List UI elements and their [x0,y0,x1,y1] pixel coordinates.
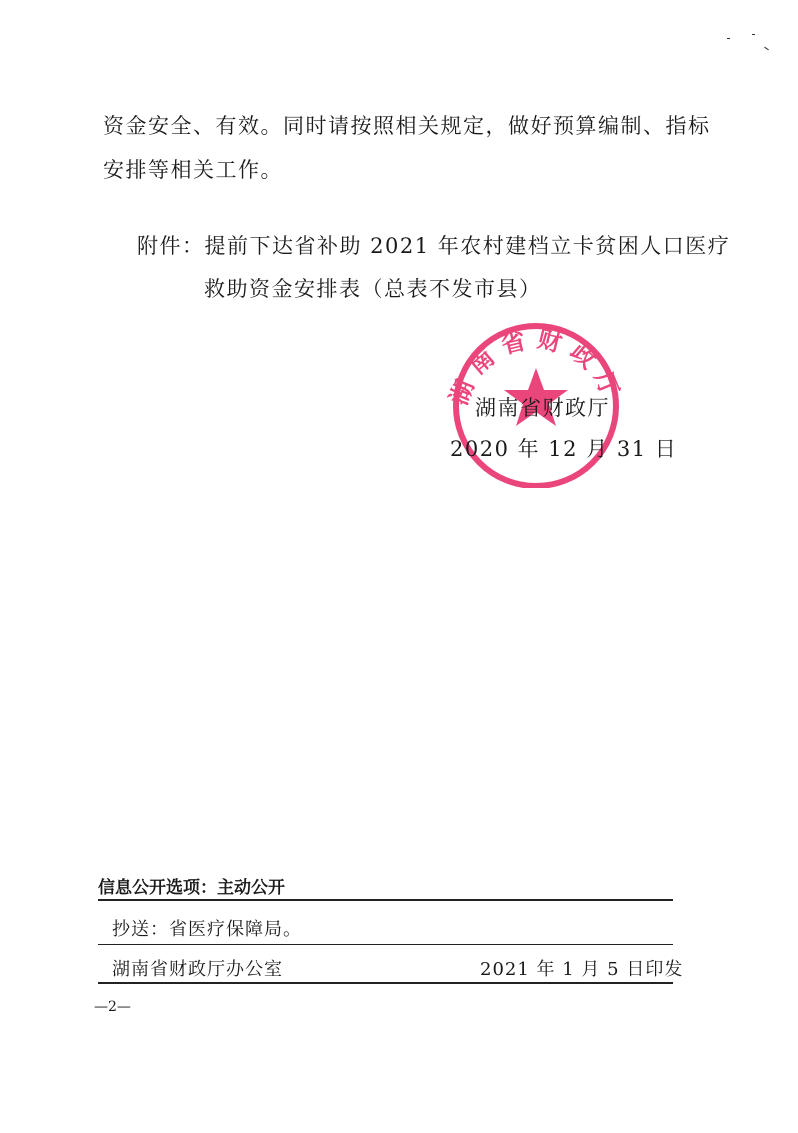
print-date: 2021 年 1 月 5 日印发 [480,959,684,980]
scan-speck [752,34,755,35]
attachment-label: 附件： [137,234,205,258]
attachment-title-2: 救助资金安排表（总表不发市县） [204,277,542,301]
attachment-title-1: 提前下达省补助 2021 年农村建档立卡贫困人口医疗 [204,234,731,258]
seal-text: 湖南省财政厅 [444,324,628,409]
page-number: —2— [94,999,131,1015]
body-text-line-2: 安排等相关工作。 [103,158,283,182]
scan-speck [727,38,730,39]
disclosure-option: 信息公开选项：主动公开 [98,878,285,898]
issuing-office: 湖南省财政厅办公室 [112,959,283,980]
attachment-line-1 [137,230,730,260]
scan-speck [764,47,769,51]
divider-bottom [98,982,673,984]
issuer-name: 湖南省财政厅 [475,396,610,420]
cc-recipients: 抄送：省医疗保障局。 [112,919,302,940]
issue-date: 2020 年 12 月 31 日 [450,437,678,461]
body-text-line-1: 资金安全、有效。同时请按照相关规定，做好预算编制、指标 [103,114,711,138]
divider-middle [98,944,673,945]
divider-top [98,899,673,901]
